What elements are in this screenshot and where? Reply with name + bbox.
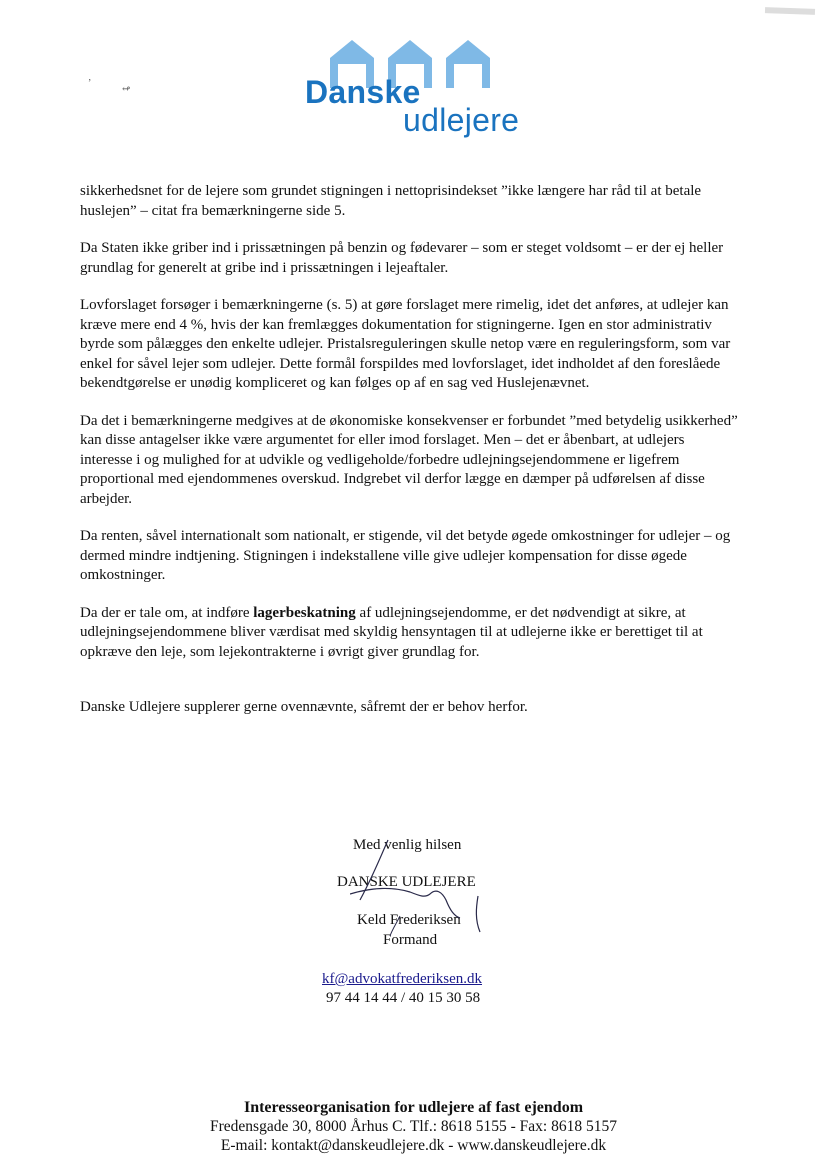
logo-word-danske: Danske [305, 74, 421, 110]
letterhead-footer [0, 1098, 827, 1155]
text-run: Da der er tale om, at indføre [80, 604, 254, 621]
email-link-text[interactable]: kf@advokatfrederiksen.dk [322, 971, 483, 987]
scan-speck: ʼ [88, 78, 92, 89]
signature-org: DANSKE UDLEJERE [337, 874, 476, 890]
letter-body [80, 182, 740, 736]
text-run: af udlejningsejendomme, er det nødvendigt at sikre, at udlejningsejendommene bliver værdisat med skyldig hensyntagen til at udlejerne ikke er berettiget til at opkræve den leje, som lejekontrakterne i øvrigt giver grundlag for. [80, 604, 703, 660]
signatory-title: Formand [383, 932, 438, 948]
footer-org: Interesseorganisation for udlejere af fast ejendom [243, 1099, 584, 1116]
paragraph: Da det i bemærkningerne medgives at de økonomiske konsekvenser er forbundet ”med betydelig usikkerhed” kan disse antagelser ikke være argumentet for eller imod forslaget. Men – det er åbenbart, at udlejers interesse i og mulighed for at udvikle og vedligeholde/forbedre udlejningsejendommene er ligefrem proportional med ejendommenes overskud. Indgrebet vil derfor lægge en dæmper på udførelsen af disse arbejder. [80, 412, 738, 507]
footer-address: Fredensgade 30, 8000 Århus C. Tlf.: 8618 5155 - Fax: 8618 5157 [210, 1118, 617, 1135]
paragraph-lagerbeskatning [80, 604, 740, 663]
phone-numbers: 97 44 14 44 / 40 15 30 58 [326, 990, 481, 1006]
signatory-name: Keld Frederiksen [357, 912, 461, 928]
paragraph: Lovforslaget forsøger i bemærkningerne (s. 5) at gøre forslaget mere rimelig, idet det anføres, at udlejer kan kræve mere end 4 %, hvis der kan fremlægges dokumentation for stigningerne. Igen en stor administrativ byrde som pålægges den enkelte udlejer. Pristalsreguleringen skulle netop være en reguleringsform, som var enkel for såvel lejer som udlejer. Dette formål forspildes med lovforslaget, idet indholdet af den foreslåede bekendtgørelse er unødig kompliceret og kan følges op af en sag ved Huslejenævnet. [80, 297, 731, 391]
paragraph: Da Staten ikke griber ind i prissætningen på benzin og fødevarer – som er steget voldsomt – er der ej heller grundlag for generelt at gribe ind i prissætningen i lejeaftaler. [80, 240, 724, 276]
scan-speck: ↫ [122, 84, 131, 95]
email-link[interactable] [322, 970, 482, 989]
paragraph: sikkerhedsnet for de lejere som grundet stigningen i nettoprisindekset ”ikke længere har råd til at betale huslejen” – citat fra bemærkningerne side 5. [80, 183, 702, 219]
paragraph: Da renten, såvel internationalt som nationalt, er stigende, vil det betyde øgede omkostninger for udlejer – og dermed mindre indtjening. Stigningen i indekstallene ville give udlejer kompensation for disse øgede omkostninger. [80, 528, 731, 583]
logo-word-udlejere: udlejere [403, 102, 520, 138]
footer-contact: E-mail: kontakt@danskeudlejere.dk - www.danskeudlejere.dk [220, 1137, 607, 1154]
closing-sentence: Danske Udlejere supplerer gerne ovennævnte, såfremt der er behov herfor. [80, 699, 528, 715]
bold-term: lagerbeskatning [253, 604, 356, 621]
danske-udlejere-logo [300, 30, 550, 140]
greeting: Med venlig hilsen [353, 837, 462, 853]
scan-corner-mark [765, 7, 815, 15]
handwritten-signature [350, 838, 490, 938]
